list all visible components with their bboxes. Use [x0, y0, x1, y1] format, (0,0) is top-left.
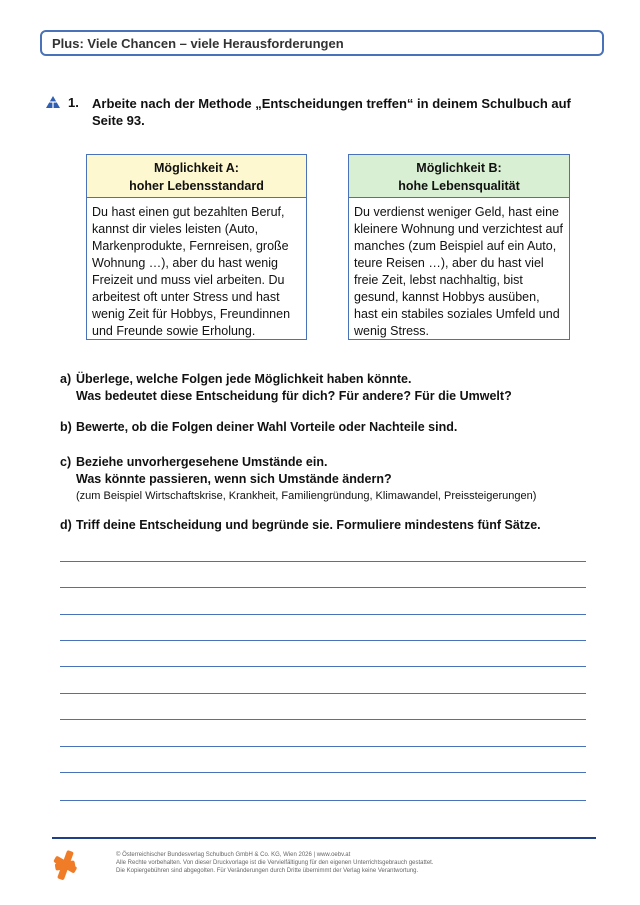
- task-number: 1.: [68, 95, 79, 110]
- question-a: [60, 371, 512, 405]
- triangle-pyramid-icon: [46, 96, 60, 108]
- option-a-heading-line1: Möglichkeit A:: [154, 161, 239, 175]
- question-d-letter: d): [60, 518, 72, 532]
- option-b-heading-line1: Möglichkeit B:: [416, 161, 502, 175]
- writing-line[interactable]: [60, 666, 586, 667]
- writing-line[interactable]: [60, 587, 586, 588]
- option-b-box: [348, 154, 570, 340]
- question-c-line2: Was könnte passieren, wenn sich Umstände ändern?: [76, 472, 392, 486]
- writing-line[interactable]: [60, 772, 586, 773]
- writing-line[interactable]: [60, 614, 586, 615]
- question-b-line1: Bewerte, ob die Folgen deiner Wahl Vorteile oder Nachteile sind.: [76, 420, 458, 434]
- footer-line3: Die Kopiergebühren sind abgegolten. Für Veränderungen durch Dritte übernimmt der Verlag keine Verantwortung.: [116, 868, 419, 874]
- option-a-box: [86, 154, 307, 340]
- option-a-heading-line2: hoher Lebensstandard: [129, 179, 264, 193]
- question-a-letter: a): [60, 372, 72, 386]
- writing-line[interactable]: [60, 800, 586, 801]
- footer-copyright: [116, 851, 576, 875]
- question-d: [60, 517, 541, 534]
- option-b-description: Du verdienst weniger Geld, hast eine kleinere Wohnung und verzichtest auf manches (zum Beispiel auf ein Auto, teure Reisen …), aber du hast viel freie Zeit, lebst nachhaltig, bist gesund, kannst Hobbys ausüben, hast ein stabiles soziales Umfeld und wenig Stress.: [354, 205, 563, 338]
- footer-line2: Alle Rechte vorbehalten. Von dieser Druckvorlage ist die Vervielfältigung für den eigenen Unterrichtsgebrauch gestattet.: [116, 860, 434, 866]
- question-a-line2: Was bedeutet diese Entscheidung für dich? Für andere? Für die Umwelt?: [76, 389, 512, 403]
- footer-divider: [52, 837, 596, 839]
- question-d-line1: Triff deine Entscheidung und begründe sie. Formuliere mindestens fünf Sätze.: [76, 518, 541, 532]
- question-c: [60, 454, 536, 505]
- writing-line[interactable]: [60, 640, 586, 641]
- oebv-logo-icon: [52, 850, 78, 880]
- writing-line[interactable]: [60, 719, 586, 720]
- question-b: [60, 419, 457, 436]
- question-c-hint: (zum Beispiel Wirtschaftskrise, Krankheit, Familiengründung, Klimawandel, Preissteigerungen): [76, 490, 537, 502]
- writing-line[interactable]: [60, 561, 586, 562]
- header-box: [40, 30, 604, 56]
- question-c-line1: Beziehe unvorhergesehene Umstände ein.: [76, 455, 328, 469]
- option-b-heading-line2: hohe Lebensqualität: [398, 179, 520, 193]
- worksheet-title: Plus: Viele Chancen – viele Herausforderungen: [52, 36, 344, 51]
- option-a-description: Du hast einen gut bezahlten Beruf, kannst dir vieles leisten (Auto, Markenprodukte, Fernreisen, große Wohnung …), aber du hast wenig Freizeit und muss viel arbeiten. Du arbeitest oft unter Stress und hast wenig Zeit für Hobbys, Freundinnen und Freunde sowie Erholung.: [92, 205, 291, 338]
- footer-line1: © Österreichischer Bundesverlag Schulbuch GmbH & Co. KG, Wien 2026 | www.oebv.at: [116, 852, 351, 858]
- question-c-letter: c): [60, 455, 72, 469]
- option-a-heading: [87, 155, 306, 198]
- question-b-letter: b): [60, 420, 72, 434]
- task-instruction: Arbeite nach der Methode „Entscheidungen treffen“ in deinem Schulbuch auf Seite 93.: [92, 96, 571, 128]
- writing-line[interactable]: [60, 746, 586, 747]
- option-b-heading: [349, 155, 569, 198]
- writing-line[interactable]: [60, 693, 586, 694]
- question-a-line1: Überlege, welche Folgen jede Möglichkeit haben könnte.: [76, 372, 412, 386]
